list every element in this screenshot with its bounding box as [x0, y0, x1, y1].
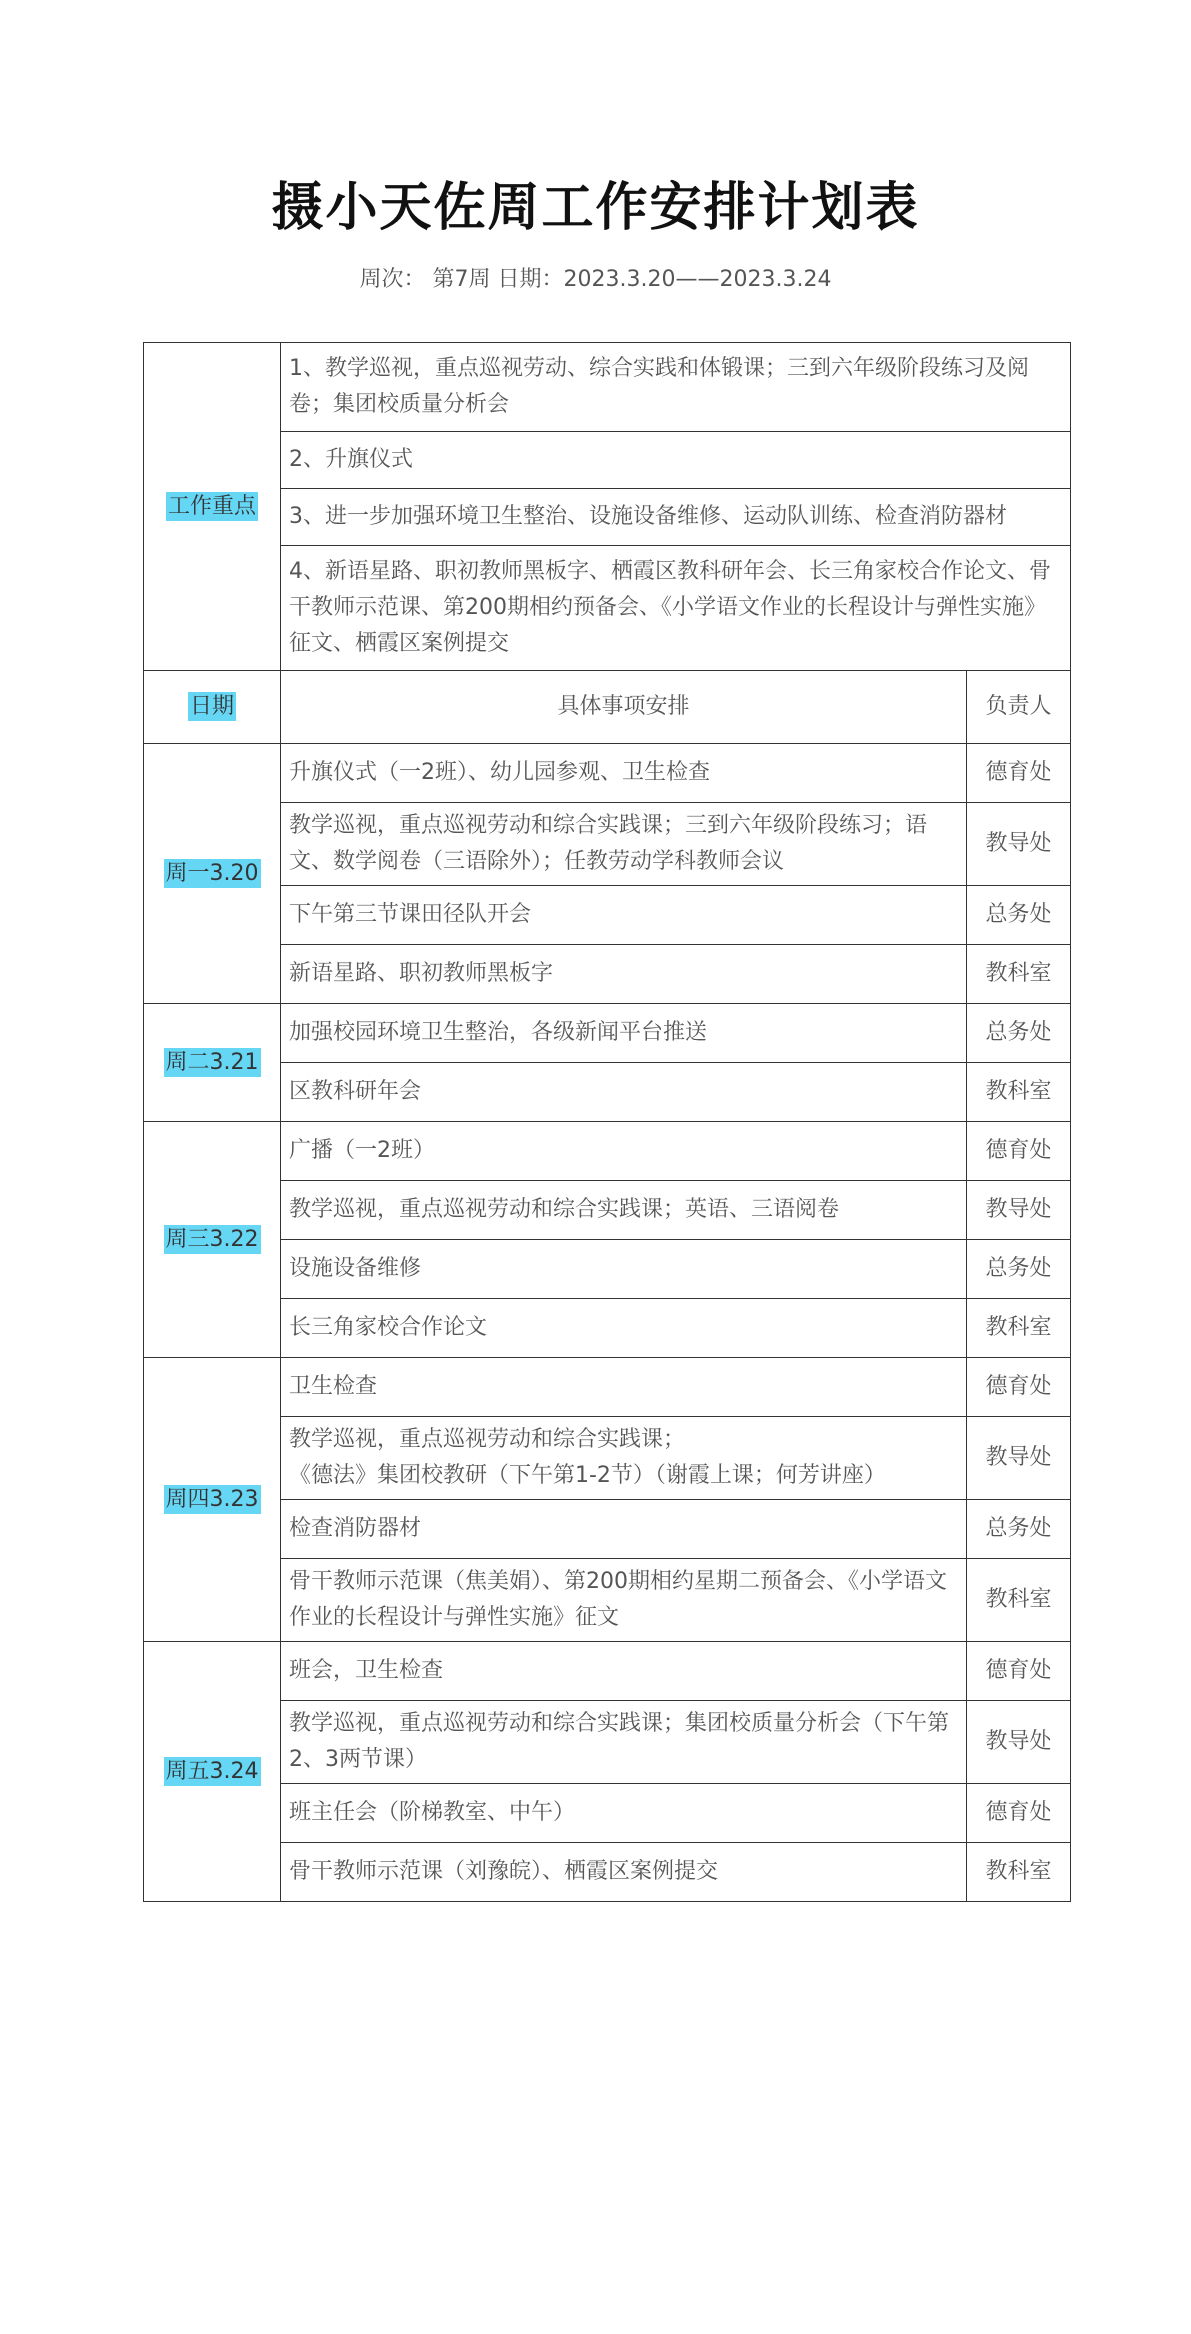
owner-cell: 总务处 [966, 1240, 1070, 1299]
task-cell: 卫生检查 [281, 1358, 967, 1417]
table-row [144, 1181, 1071, 1240]
owner-cell: 总务处 [966, 1004, 1070, 1063]
table-row [144, 1559, 1071, 1642]
focus-row [144, 343, 1071, 432]
day-label: 周四3.23 [165, 1486, 259, 1512]
task-line: 教学巡视，重点巡视劳动和综合实践课； [289, 1427, 686, 1452]
focus-item: 1、教学巡视，重点巡视劳动、综合实践和体锻课；三到六年级阶段练习及阅卷；集团校质量分析会 [281, 343, 1071, 432]
task-cell: 加强校园环境卫生整治，各级新闻平台推送 [281, 1004, 967, 1063]
table-row [144, 1358, 1071, 1417]
task-cell [281, 1417, 967, 1500]
date-label: 日期： [497, 267, 564, 292]
owner-cell: 教导处 [966, 1701, 1070, 1784]
table-row [144, 1843, 1071, 1902]
focus-row [144, 432, 1071, 489]
task-cell: 班主任会（阶梯教室、中午） [281, 1784, 967, 1843]
owner-cell: 德育处 [966, 744, 1070, 803]
owner-cell: 教导处 [966, 1417, 1070, 1500]
task-cell: 长三角家校合作论文 [281, 1299, 967, 1358]
table-row [144, 1701, 1071, 1784]
task-cell: 教学巡视，重点巡视劳动和综合实践课；三到六年级阶段练习；语文、数学阅卷（三语除外）；任教劳动学科教师会议 [281, 803, 967, 886]
table-row [144, 1784, 1071, 1843]
owner-cell: 总务处 [966, 1500, 1070, 1559]
task-cell: 检查消防器材 [281, 1500, 967, 1559]
date-value: 2023.3.20——2023.3.24 [563, 267, 832, 292]
day-label-cell [144, 1642, 281, 1902]
task-cell: 教学巡视，重点巡视劳动和综合实践课；集团校质量分析会（下午第2、3两节课） [281, 1701, 967, 1784]
task-cell: 骨干教师示范课（刘豫皖）、栖霞区案例提交 [281, 1843, 967, 1902]
task-cell: 区教科研年会 [281, 1063, 967, 1122]
table-row [144, 1063, 1071, 1122]
owner-cell: 德育处 [966, 1784, 1070, 1843]
owner-cell: 德育处 [966, 1358, 1070, 1417]
task-header: 具体事项安排 [281, 671, 967, 744]
owner-cell: 教科室 [966, 1299, 1070, 1358]
week-value: 第7周 [432, 267, 491, 292]
owner-header: 负责人 [966, 671, 1070, 744]
task-cell: 升旗仪式（一2班）、幼儿园参观、卫生检查 [281, 744, 967, 803]
schedule-table [143, 342, 1071, 1902]
day-label-cell [144, 1358, 281, 1642]
owner-cell: 教导处 [966, 803, 1070, 886]
header-row [144, 671, 1071, 744]
table-row [144, 744, 1071, 803]
owner-cell: 教导处 [966, 1181, 1070, 1240]
table-row [144, 1299, 1071, 1358]
task-cell: 设施设备维修 [281, 1240, 967, 1299]
table-row [144, 1004, 1071, 1063]
owner-cell: 总务处 [966, 886, 1070, 945]
task-cell: 广播（一2班） [281, 1122, 967, 1181]
day-label-cell [144, 1122, 281, 1358]
table-row [144, 1122, 1071, 1181]
focus-row [144, 546, 1071, 671]
day-label-cell [144, 1004, 281, 1122]
owner-cell: 教科室 [966, 945, 1070, 1004]
owner-cell: 教科室 [966, 1843, 1070, 1902]
table-row [144, 1417, 1071, 1500]
table-row [144, 1500, 1071, 1559]
owner-cell: 德育处 [966, 1642, 1070, 1701]
focus-row [144, 489, 1071, 546]
owner-cell: 教科室 [966, 1559, 1070, 1642]
week-label: 周次： [359, 267, 426, 292]
table-row [144, 803, 1071, 886]
day-label: 周五3.24 [165, 1758, 259, 1784]
task-cell: 新语星路、职初教师黑板字 [281, 945, 967, 1004]
table-row [144, 945, 1071, 1004]
day-label: 周三3.22 [165, 1226, 259, 1252]
task-cell: 下午第三节课田径队开会 [281, 886, 967, 945]
date-header [144, 671, 281, 744]
focus-item: 3、进一步加强环境卫生整治、设施设备维修、运动队训练、检查消防器材 [281, 489, 1071, 546]
focus-item: 2、升旗仪式 [281, 432, 1071, 489]
owner-cell: 德育处 [966, 1122, 1070, 1181]
focus-label-cell [144, 343, 281, 671]
day-label-cell [144, 744, 281, 1004]
focus-label: 工作重点 [167, 493, 256, 519]
day-label: 周二3.21 [165, 1049, 259, 1075]
date-header-label: 日期 [189, 694, 234, 719]
task-cell: 骨干教师示范课（焦美娟）、第200期相约星期二预备会、《小学语文作业的长程设计与弹性实施》征文 [281, 1559, 967, 1642]
task-line: 《德法》集团校教研（下午第1-2节）（谢霞上课；何芳讲座） [289, 1463, 886, 1488]
page-title: 摄小天佐周工作安排计划表 [271, 178, 920, 238]
owner-cell: 教科室 [966, 1063, 1070, 1122]
table-row [144, 1240, 1071, 1299]
focus-item: 4、新语星路、职初教师黑板字、栖霞区教科研年会、长三角家校合作论文、骨干教师示范课、第200期相约预备会、《小学语文作业的长程设计与弹性实施》征文、栖霞区案例提交 [281, 546, 1071, 671]
table-row [144, 1642, 1071, 1701]
week-date-line [0, 262, 1191, 293]
task-cell: 教学巡视，重点巡视劳动和综合实践课；英语、三语阅卷 [281, 1181, 967, 1240]
task-cell: 班会，卫生检查 [281, 1642, 967, 1701]
day-label: 周一3.20 [165, 860, 259, 886]
table-row [144, 886, 1071, 945]
